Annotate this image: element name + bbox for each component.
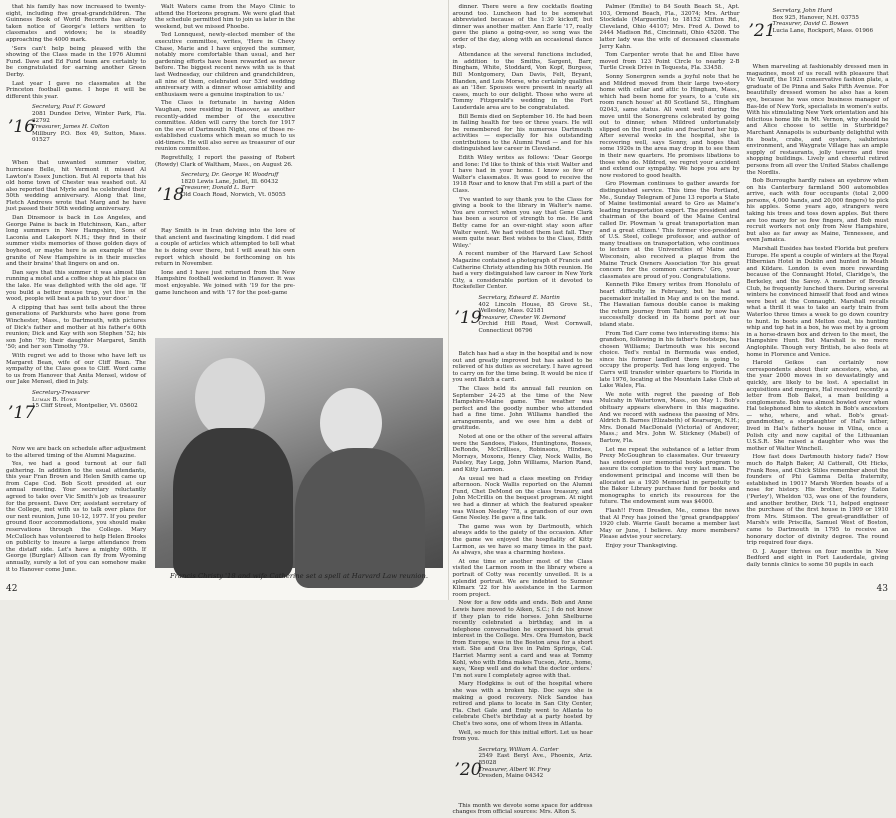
left-page [0, 0, 449, 600]
paragraph: The Class is fortunate in having Alden Vaughan, now residing in Hanover, as another recently-added member of the executive committee. Alden will carry the torch for 1917 on the eve of Dartmouth Night, one of those re-established customs which mean so much to us old-timers. He will also serve as treasurer of our reunion committee. [155, 100, 295, 153]
class-officers: Secretary, Paul F. Goward 2081 Dundee Drive, Winter Park, Fla. 32792 Treasurer, James H. Colton Millbury P.O. Box 49, Sutton, Mass. 01527 [32, 104, 146, 144]
paragraph: O. J. Auger thrives on four months in New Bedford and eight in Fort Lauderdale, giving daily tennis clinics to some 50 pupils in each [747, 549, 889, 569]
class-heading-16 [6, 104, 146, 156]
right-page [449, 0, 896, 600]
paragraph: Dan Dinsmoor is back in Los Angeles, and George Paine is back in Hutchinson, Kan., after long summers in New Hampshire, Sons of Laconia and Lakeport N.H.; they find in their summer visits memories of those golden days of boyhood, or maybe here is an example of 'the granite of New Hampshire is in their muscles and their brains' that lingers on and on. [6, 215, 146, 268]
paragraph: Batch has had a stay in the hospital and is now out and greatly improved but has asked to be relieved of his duties as secretary. I have agreed to carry on for the time being. It would be nice if you sent Batch a card. [453, 351, 593, 384]
left-column-2 [155, 4, 295, 298]
paragraph: 'I've wanted to say thank you to the Class for giving a book to the library in Walter's name. You are correct when you say that Gene Clark has been a source of strength to me. He and Betty came for an over-night stay soon after Walter went. We had visited them last fall. They seem quite near. Best wishes to the Class, Edith Wiley.' [453, 197, 593, 250]
paragraph: Mary Hodgkins is out of the hospital where she was with a broken hip. Doc says she is making a good recovery. Nick Sandoe has retired and plans to locate in San City Center, Fla. Chet Gale and Emily went to Atlanta to celebrate Chet's birthday at a party hosted by Chet's two sons, one of whom lives in Atlanta. [453, 681, 593, 727]
right-column-2 [600, 4, 740, 552]
class-officers: Secretary, Dr. George W. Woodruff 1820 Lewis Lane, Joliet, Ill. 60432 Treasurer, Donald L. Barr Old Coach Road, Norwich, Vt. 05055 [181, 172, 295, 198]
paragraph: dinner. There were a few cocktails floating around too. Luncheon had to be somewhat abbreviated because of the 1:30 kickoff, but dinner was another matter. Ann Earle '17, really gave the piano a going-over, so song was the order of the day, along with an occasional dance step. [453, 4, 593, 50]
photo-caption: Francis Christy '18 and wife Catherine set a spell at Harvard Law reunion. [155, 572, 443, 580]
paragraph: Marshall Eusides has tested Florida but prefers Europe. He spent a couple of winters at the Royal Hibernian Hotel in Dublin and hunted in Meath and Kildare. London is even more rewarding because of the Connaught Hotel, Claridge's, the Berkeley, and the Savoy. A member of Brooks Club, he frequently lunched there. During several winters he convinced himself that food and wines were best at the Connaught. Marshall recalls what a thrill it was to take an early train from Waterloo three times a week to go down country to hunt. In boots and Melton coat, his hunting whip and top hat in a box, he was met by a groom in a horse-drawn box and driven to the meet, the Hampshire Hunt. But Marshall is no mere Anglophile. Though very British, he also feels at home in Florence and Venice. [747, 246, 889, 358]
paragraph: This month we devote some space for address changes from official sources: Mrs. Alton S. [453, 803, 593, 816]
class-year: ’19 [455, 309, 482, 327]
right-column-1 [453, 4, 593, 818]
paragraph: Kenneth Fike Emery writes from Honolulu of heart difficulty in February, but he had a pacemaker installed in May and is on the mend. The Hawaiian famous double canoe is making the return journey from Tahiti and by now has successfully docked in its home port at our island state. [600, 282, 740, 328]
paragraph: Noted at one or the other of the several affairs were the Sandoes, Fiskes, Huntingtons, Rosses, DeRonds, McCrillises, Robinsons, Hindses, Morrays, Moxons, Henry Clay, Nock Wallis, Bo Paisley, Ray Legg, John Williams, Marion Rand, and Kitty Larmon. [453, 434, 593, 474]
paragraph: A clipping that has sent tells about the three generations of Parkhursts who have gone from Winchester, Mass., to Dartmouth, with pictures of Dick's father and mother at his father's 60th reunion; Dick and Kay with son Stephen '52; his son John '79; their daughter Margaret, Smith '50; and her son Timothy '79. [6, 305, 146, 351]
paragraph: At one time or another most of the Class visited the Larmon room in the library where a portrait of Cotty was recently unveiled. It is a splendid portrait. We are indebted to Sumner Kilmarx '22 for his assistance in the Larmon room project. [453, 559, 593, 599]
paragraph: Dan says that this summer it was almost like running a motel and a coffee shop at his place on the lake. He was delighted with the old age. 'If you build a better mouse trap, yet live in the wood, people will beat a path to your door.' [6, 270, 146, 303]
paragraph: Ray Smith is in Iran delving into the lore of that ancient and fascinating kingdom. I did read a couple of articles which attempted to tell what he is doing over there, but I will await his own report which should be forthcoming on his return in November. [155, 228, 295, 268]
paragraph: Now for a few odds and ends. Bob and Anne Lewis have moved to Aiken, S.C.; I do not know if they plan to ride horses. John Shelburne recently celebrated a birthday, and in a telephone conversation he expressed his great interest in the College. Mrs. Ora Humston, back from Europe, was in the Boston area for a short visit. She and Ora live in Palm Springs, Cal. Harriet Marmy sent a card and was at Tommy Kohl, who with Edna makes Tucson, Ariz., home, says, 'Keep well and do what the doctor orders.' I'm not sure I completely agree with that. [453, 600, 593, 679]
paragraph: Bob Burroughs hardly raises an eyebrow when on his Canterbury farmland 500 automobiles arrive, each with four occupants (total 2,000 persons, 4,000 hands, and 20,000 fingers) to pick his apples. Some years ago, strangers were taking his trees and toss down apples. But there are too many for so few fingers, and Bob must recruit workers not only from New Hampshire, but also as far away as Maine, Tennessee, and even Jamaica. [747, 178, 889, 244]
right-column-3 [747, 4, 889, 571]
paragraph: Ted Lonnquest, newly-elected member of the executive committee, writes, 'Here in Chevy Chase, Marie and I have enjoyed the summer, notably more comfortable than usual, and her gardening efforts have been rewarded as never before. The biggest recent news with us is that last Wednesday, our children and grandchildren, all nine of them, celebrated our 53rd wedding anniversary with a dinner whose amiability and enthusiasm were a genuine inspiration to us.' [155, 32, 295, 98]
paragraph: Let me repeat the substance of a letter from Prexy McGoughran to classmates. Our treasury has endowed our memorial books program to assure its completion to the very last man. The endowment principal and income will then be allocated as a 1920 Memorial in perpetuity to the Baker Library purchase fund for books and monographs to enrich its resources for the future. The endowment sum was $4000. [600, 447, 740, 506]
class-heading-17 [6, 390, 146, 442]
class-officers: Secretary, William A. Carter 2549 East Beryl Ave., Phoenix, Ariz. 85028 Treasurer, Albert W. Frey Dresden, Maine 04342 [479, 747, 593, 780]
class-year: ’20 [455, 761, 482, 779]
paragraph: The game was won by Dartmouth, which always adds to the gaiety of the occasion. After the game we enjoyed the hospitality of Kitty Larmon, as we have so many times in the past. As always, she was a charming hostess. [453, 524, 593, 557]
paragraph: Harold Geikos can certainly now correspondents about their ancestors, who, as the year 2000 moves in so devastatingly and quickly, are likely to be lost. A specialist in acquisitions and mergers, Hal received recently a letter from Bob Bakst, a man building a conglomerate. Bob was almost bowled over when Hal telephoned him to sketch in Bob's ancestors — who, where, and what. Bob's great-grandmother, a stepdaughter of Hal's father, lived in Hal's father's house in Vilna, once a Polish city and now capital of the Lithuanian U.S.S.R. She raised a daughter who was the mother of Walter Winchell. [747, 360, 889, 452]
paragraph: Sonny Sonergren sends a joyful note that he and Mildred moved from their large two-story home with cellar and attic to Hingham, Mass., which had been home for years, to a 'cute six room ranch house' at 80 Scotland St., Hingham 02043, same status. All went well during the move until the Sonergrens celebrated by going out to dinner, when Mildred unfortunately slipped on the front patio and fractured her hip. After several weeks in the hospital, she is recovering well, says Sonny, and hopes that some 1920s in the area may drop in to see them in their new quarters. He promises libations to those who do. Mildred, we regret your accident and extend our sympathy. We hope you are by now restored to good health. [600, 74, 740, 180]
paragraph: Walt Waters came from the Mayo Clinic to attend the Horizons program. We were glad that the schedule permitted him to join us later in the weekend, but we missed Phoebe. [155, 4, 295, 30]
paragraph: From Ted Carr come two interesting items: his grandson, following in his father's footsteps, has chosen Williams; Dartmouth was his second choice. Ted's rental in Bermuda was ended, since his former landlord there is going to occupy the property. Ted has long enjoyed. The Carrs will transfer winter quarters to Florida in late 1976, locating at the Mountain Lake Club at Lake Wales, Fla. [600, 331, 740, 390]
paragraph: Regretfully, I report the passing of Robert (Rowdy) Clark of Waltham, Mass., on August 26. [155, 155, 295, 168]
paragraph: We note with regret the passing of Bob Mulcahy in Watertown, Mass., on May 1. Bob's obituary appears elsewhere in this magazine. And we record with sadness the passing of Mrs. Aldrich B. Barnes (Elizabeth) of Kearsarge, N.H.; Mrs. Donald MacDonald (Victoria) of Andover, Mass.; and Mrs. John W. Stickney (Mabel) of Bartow, Fla. [600, 392, 740, 445]
class-heading-19 [453, 295, 593, 347]
paragraph: Palmer (Emilie) to 84 South Beach St., Apt. 103, Ormond Beach, Fla., 32074; Mrs. Arthur Stockdale (Marguerite) to 18152 Clifton Rd., Cleveland, Ohio 44107; Mrs. Fred A. Dowd to 2444 Madison Rd., Cincinnati, Ohio 45208. The latter lady was the wife of deceased classmate Jerry Kahn. [600, 4, 740, 50]
class-year: ’21 [749, 22, 776, 40]
paragraph: 'Sers can't help being pleased with the showing of the Class made in the 1976 Alumni Fund. Dave and Ed Fund team are certainly to be congratulated for earning another Green Derby. [6, 46, 146, 79]
page-number: 43 [877, 584, 888, 594]
paragraph: How fast does Dartmouth history fade? How much do Ralph Baker, Al Catterall, Ott Hicks, Frank Ross, and Chick Stiles remember about the founders of Phi Gamma Delta fraternity, established in 1901? Marsh Worden boasts of a nose for history. His brother, Perley Eaton ('Perley'), Wheldon '03, was one of the founders, and another brother, Dick '11, helped engineer the purchase of the first house in 1909 or 1910 from Mrs. Stimson. The great-grandfather of Marsh's wife Priscilla, Samuel West of Boston, came to Dartmouth in 1795 to receive an honorary doctor of divinity degree. The round trip required four days. [747, 454, 889, 546]
man-suit [173, 428, 293, 578]
class-heading-20 [453, 747, 593, 799]
paragraph: Tom Carpenter wrote that he and Elise have moved from 123 Point Circle to nearby 2-B Turtle Creek Drive in Tequesta, Fla. 33458. [600, 52, 740, 72]
class-year: ’17 [8, 404, 35, 422]
left-column-1 [6, 4, 146, 575]
class-officers: Secretary, Edward E. Martin 402 Lincoln House, 85 Grove St., Wellesley, Mass. 02181 Treasurer, Chester W. Demond Orchid Hill Road, West Cornwall, Connecticut 06796 [479, 295, 593, 335]
paragraph: that his family has now increased to twenty-eight, including five great-grandchildren. The Guinness Book of World Records has already taken notice of George's letters written to classmates and widows; he is steadily approaching the 4000 mark. [6, 4, 146, 44]
paragraph: When that unwanted summer visitor, hurricane Belle, hit Vermont it missed Al Lawton's Essex Junction. But Al reports that his old home town of Chester was washed out. Al also reported that Myrle and he celebrated their 50th wedding anniversary. Along that line, Fletch Andrews wrote that Marg and he have just passed their 50th wedding anniversary. [6, 160, 146, 213]
paragraph: Now we are back on schedule after adjustment to the altered timing of the Alumni Magazine. [6, 446, 146, 459]
paragraph: Last year I gave no classmates at the Princeton football game. I hope it will be different this year. [6, 81, 146, 101]
paragraph: Yes, we had a good turnout at our fall gathering. In addition to the usual attendants, this year Fran Brown and Helen Smith came up from Cape Cod. Bob Scott presided at our annual meeting. Your secretary reluctantly agreed to take over Vic Smith's job as treasurer for the present. Dave Orr, assistant secretary of the College, met with us to talk over plans for our next reunion, June 10-12, 1977. If you prefer ground floor accommodations, you should make reservations through the College. Mary McCulloch has volunteered to help Helen Brooks on publicity to insure a large attendance from the distaff side. Let's have a mighty 60th. If George (Burglar) Allison can fly from Wyoming annually, surely a lot of you can somehow make it to Hanover come June. [6, 461, 146, 573]
class-officers: Secretary, John Hurd Box 925, Hanover, N.H. 03755 Treasurer, David C. Bowen Lucia Lane, Rockport, Mass. 01966 [773, 8, 889, 34]
class-heading-18 [155, 172, 295, 224]
paragraph: With regret we add to those who have left us Margaret Bean, wife of our Cliff Bean. The sympathy of the Class goes to Cliff. Word came to us from Hanover that Anita Mensel, widow of our Jake Mensel, died in July. [6, 353, 146, 386]
class-heading-21 [747, 8, 889, 60]
woman-dress [295, 448, 425, 588]
paragraph: Enjoy your Thanksgiving. [600, 543, 740, 550]
paragraph: When marveling at fashionably dressed men in magazines, most of us recall with pleasure that Vic Vaniff, the 1921 conservative fashion plate, a graduate of De Pinna and Saks Fifth Avenue. For beautifully dressed women he also has a keen eye, because he was once business manager of Bas-Ide of New York, specialists in women's suits. With his stimulating New York orientation and his felicitous home life in Mt. Vernon, why should he and Alice choose to settle in Sturbridge? Marchant Annapolis is suburbanly delightful with its boats, crabs, and oysters, salubrious environment, and Waygrate Village has an ample supply of restaurants, jolly taverns and tree shopping buildings. Lively and cheerful retired persons from all over the United States challenge the Nordlis. [747, 64, 889, 176]
paragraph: Attendance at the several functions included, in addition to the Smiths, Sargent, Barr, Bingham, White, Stoddard, Von Kopf, Burgess, Bill Montgomery, Dan Davis, Felt, Bryant, Blanden, and Lois Morse, who certainly qualifies as an '18er. Spouses were present in nearly all cases, much to our delight. Those who were at Tommy Fitzgerald's wedding in the Fort Lauderdale area are to be congratulated. [453, 52, 593, 111]
man-head [195, 358, 265, 438]
class-year: ’16 [8, 118, 35, 136]
page-number: 42 [6, 584, 17, 594]
paragraph: Flash!! From Dresden, Me., comes the news that Al Frey has joined the 'great grandpappies' 1920 club. Warrie Gault became a member last May or June, I believe. Any more members? Please advise your secretary. [600, 508, 740, 541]
paragraph: Well, so much for this initial effort. Let us hear from you. [453, 730, 593, 743]
paragraph: Ione and I have just returned from the New Hampshire football weekend in Hanover. It was most enjoyable. We joined with '19 for the pre-game luncheon and with '17 for the post-game [155, 270, 295, 296]
reunion-photo [155, 338, 443, 568]
paragraph: Bill Bemis died on September 16. He had been in failing health for two or three years. He will be remembered for his numerous Dartmouth activities — especially for his outstanding contributions to the Alumni Fund — and for his distinguished law career in Cleveland. [453, 114, 593, 154]
class-year: ’18 [157, 186, 184, 204]
paragraph: As usual we had a class meeting on Friday afternoon. Nock Wallis reported on the Alumni Fund, Chet DeMond on the class treasury, and John McCrillis on the bequest program. At night we had a dinner at which the featured speaker was Wilson Neeley '78, a grandson of our own Gene Neeley. He gave a fine talk. [453, 476, 593, 522]
paragraph: A recent number of the Harvard Law School Magazine contained a photograph of Francis and Catherine Christy attending his 50th reunion. He had a very distinguished law career in New York City, a considerable portion of it devoted to Rockefeller Center. [453, 251, 593, 291]
paragraph: The Class held its annual fall reunion on September 24-25 at the time of the New Hampshire-Maine game. The weather was perfect and the goodly number who attended had a fine time. John Williams handled the arrangements, and we owe him a debt of gratitude. [453, 386, 593, 432]
class-officers: Secretary-Treasurer Luman B. Howe 15 Cliff Street, Montpelier, Vt. 05602 [32, 390, 146, 410]
paragraph: Gro Plowman continues to gather awards for distinguished service. This time the Portland, Me., Sunday Telegram of June 13 reports a State of Maine testimonial award to Gro as Maine's leading transportation expert. The president and chairman of the board of the Maine Central called Dr. Plowman 'a great transportation man and a great citizen.' This former vice-president of U.S. Steel, college professor, and author of many treatises on transportation, who continues to lecture at the Universities of Maine and Wisconsin, also received a plaque from the Maine Truck Owners Association 'for his great concern for the common carriers.' Gro, your classmates are proud of you. Congratulations. [600, 181, 740, 280]
paragraph: Edith Wiley writes as follows: 'Dear George and Ione: I'd like to think of this visit Walter and I have had in your home. I know so few of Walter's classmates. It was good to receive the 1918 Roar and to know that I'm still a part of the Class. [453, 155, 593, 195]
